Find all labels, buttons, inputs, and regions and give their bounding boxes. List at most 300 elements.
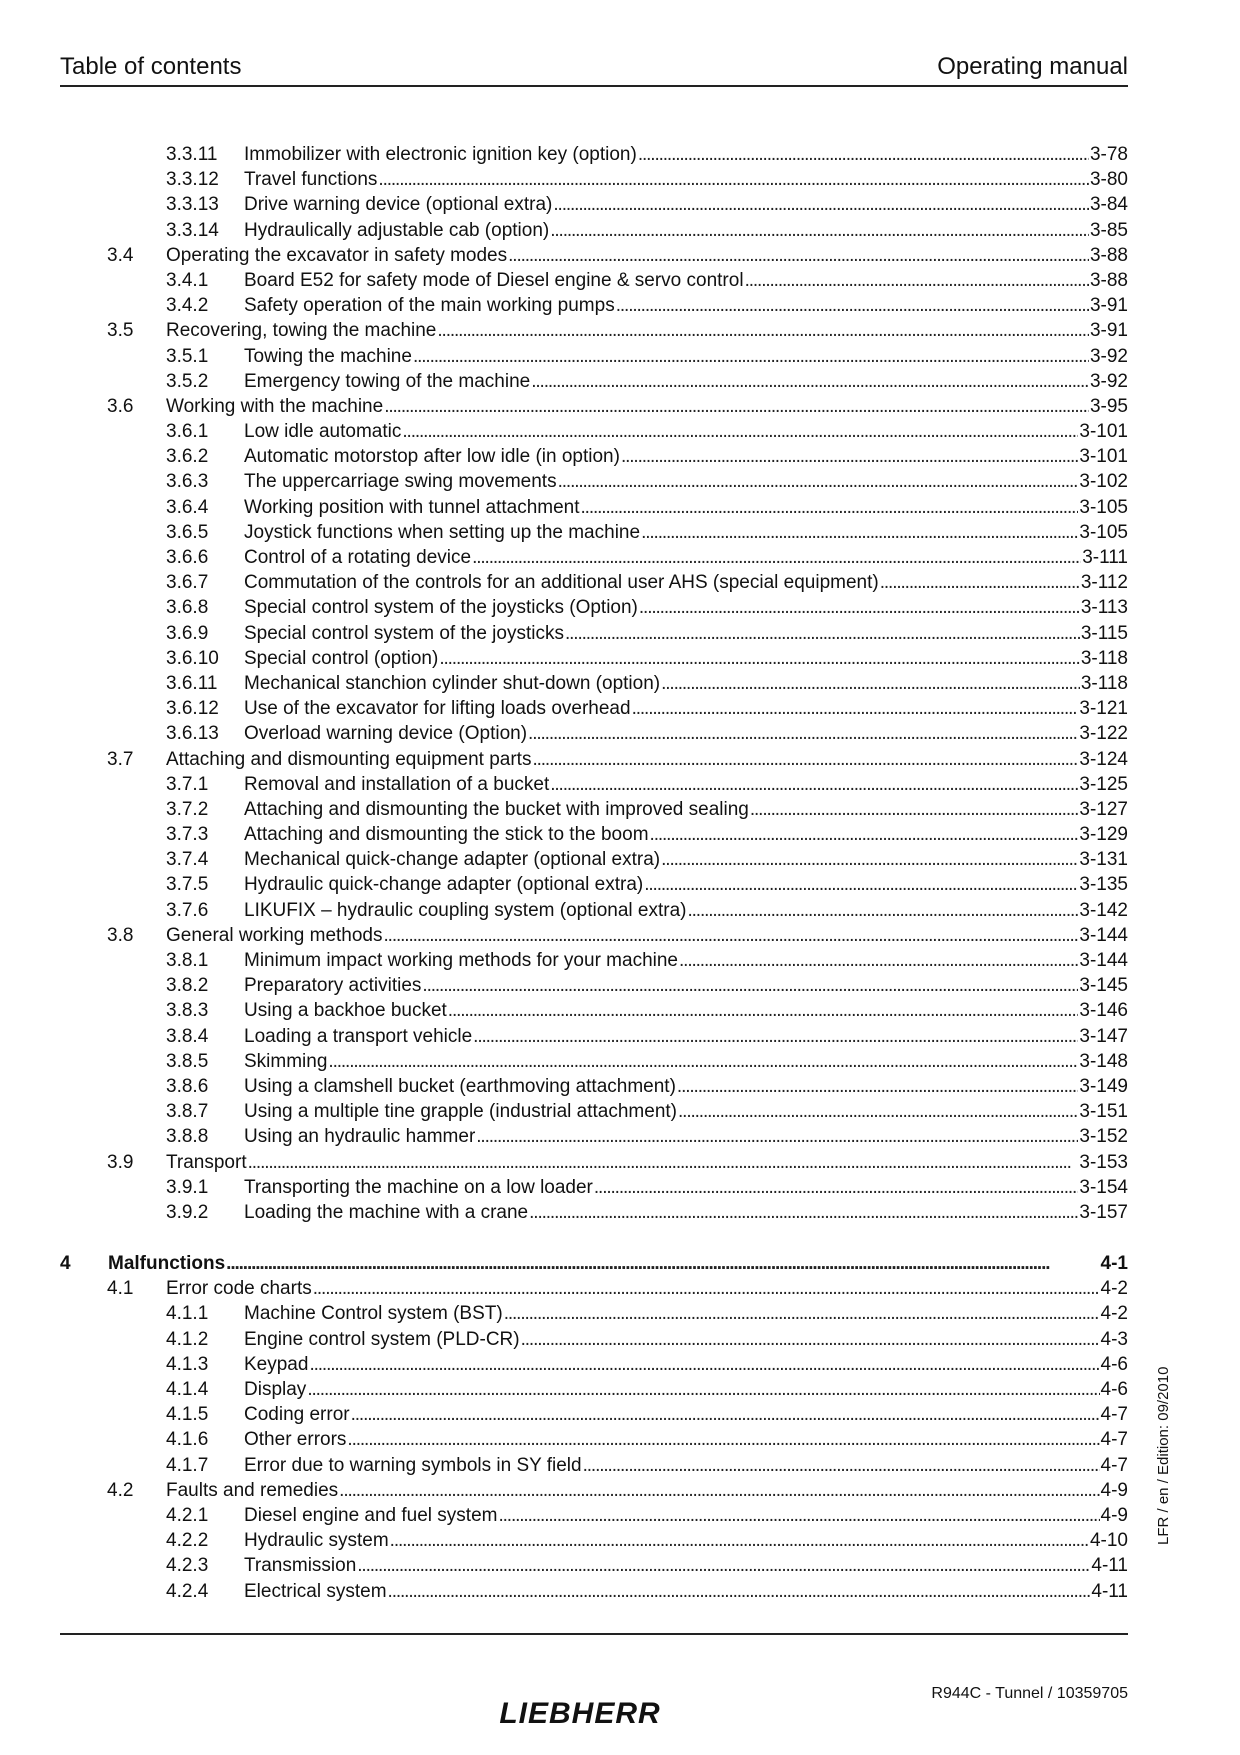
toc-dot-leader bbox=[351, 1402, 1100, 1427]
toc-entry-number: 3.9 bbox=[107, 1151, 134, 1173]
toc-entry-page: 4-6 bbox=[1100, 1353, 1128, 1375]
toc-entry-title: Special control (option) bbox=[244, 647, 439, 669]
toc-dot-leader bbox=[508, 243, 1089, 268]
toc-entry-page: 3-142 bbox=[1079, 899, 1128, 921]
toc-entry-body bbox=[244, 822, 1128, 847]
toc-entry-number: 3.6.5 bbox=[166, 521, 209, 543]
toc-entry-body bbox=[166, 1478, 1128, 1503]
toc-entry-title: Towing the machine bbox=[244, 345, 412, 367]
toc-entry-number: 3.4.1 bbox=[166, 269, 209, 291]
toc-entry[interactable] bbox=[60, 1453, 1128, 1478]
toc-entry-page: 3-149 bbox=[1079, 1075, 1128, 1097]
toc-entry[interactable] bbox=[60, 520, 1128, 545]
toc-dot-leader bbox=[641, 520, 1078, 545]
toc-entry-page: 3-135 bbox=[1079, 874, 1128, 896]
toc-entry-number: 3.7.4 bbox=[166, 849, 209, 871]
toc-entry-page: 3-125 bbox=[1079, 773, 1128, 795]
toc-entry-number: 3.6.2 bbox=[166, 446, 209, 468]
toc-entry-number: 3.7.6 bbox=[166, 899, 209, 921]
toc-dot-leader bbox=[422, 973, 1078, 998]
section-gap bbox=[60, 1225, 1128, 1251]
toc-entry-page: 4-9 bbox=[1100, 1504, 1128, 1526]
toc-entry[interactable] bbox=[60, 1427, 1128, 1452]
toc-entry-page: 4-7 bbox=[1100, 1404, 1128, 1426]
toc-dot-leader bbox=[638, 142, 1089, 167]
toc-entry[interactable] bbox=[60, 243, 1128, 268]
toc-entry-number: 3.5.1 bbox=[166, 345, 209, 367]
toc-entry[interactable] bbox=[60, 1276, 1128, 1301]
toc-entry-title: Minimum impact working methods for your machine bbox=[244, 950, 678, 971]
toc-entry-title: Using an hydraulic hammer bbox=[244, 1126, 476, 1148]
toc-entry[interactable] bbox=[60, 1553, 1128, 1578]
toc-entry[interactable] bbox=[60, 1024, 1128, 1049]
toc-entry-body bbox=[166, 394, 1128, 419]
toc-entry-body bbox=[244, 671, 1128, 696]
toc-entry-body bbox=[166, 1150, 1128, 1175]
toc-dot-leader bbox=[650, 822, 1079, 847]
toc-entry-page: 4-10 bbox=[1089, 1530, 1128, 1552]
toc-dot-leader bbox=[328, 1049, 1078, 1074]
toc-entry-number: 4.1.3 bbox=[166, 1353, 209, 1375]
toc-entry-page: 3-127 bbox=[1079, 798, 1128, 820]
toc-entry-number: 3.6.3 bbox=[166, 471, 209, 493]
toc-entry[interactable] bbox=[60, 872, 1128, 897]
toc-entry-page: 3-78 bbox=[1089, 144, 1128, 165]
toc-entry-title: Overload warning device (Option) bbox=[244, 723, 528, 745]
toc-entry-page: 3-157 bbox=[1079, 1201, 1128, 1223]
toc-entry-page: 3-131 bbox=[1079, 849, 1128, 871]
toc-entry-title: Faults and remedies bbox=[166, 1479, 339, 1501]
liebherr-logo bbox=[492, 1697, 668, 1732]
toc-entry[interactable] bbox=[60, 747, 1128, 772]
toc-entry-page: 3-122 bbox=[1079, 723, 1128, 745]
toc-dot-leader bbox=[448, 998, 1079, 1023]
toc-dot-leader bbox=[639, 595, 1080, 620]
toc-entry-page: 3-101 bbox=[1079, 421, 1128, 443]
toc-entry[interactable] bbox=[60, 973, 1128, 998]
toc-entry-page: 3-92 bbox=[1089, 345, 1128, 367]
toc-entry-number: 4.2.2 bbox=[166, 1530, 209, 1552]
toc-entry[interactable] bbox=[60, 1124, 1128, 1149]
toc-entry-number: 3.8.5 bbox=[166, 1050, 209, 1072]
toc-entry-page: 4-11 bbox=[1091, 1555, 1128, 1577]
toc-entry-number: 3.3.13 bbox=[166, 194, 219, 216]
toc-entry-number: 4.1.7 bbox=[166, 1454, 209, 1476]
toc-entry-page: 4-11 bbox=[1091, 1580, 1128, 1602]
toc-entry-body bbox=[244, 1074, 1128, 1099]
toc-entry[interactable] bbox=[60, 1528, 1128, 1553]
toc-dot-leader bbox=[504, 1301, 1100, 1326]
liebherr-logo-graphic bbox=[492, 1697, 668, 1727]
toc-entry-title: Emergency towing of the machine bbox=[244, 370, 531, 392]
toc-entry-title: Transmission bbox=[244, 1555, 357, 1577]
toc-entry-title: Hydraulic system bbox=[244, 1530, 389, 1552]
toc-entry-body bbox=[244, 621, 1128, 646]
toc-entry-number: 3.6.11 bbox=[166, 672, 218, 694]
toc-entry-title: Control of a rotating device bbox=[244, 547, 472, 568]
toc-dot-leader bbox=[309, 1352, 1099, 1377]
toc-entry-page: 3-101 bbox=[1079, 446, 1128, 468]
table-of-contents bbox=[60, 142, 1128, 1604]
toc-entry-number: 4.1.2 bbox=[166, 1328, 209, 1350]
toc-entry-body bbox=[166, 923, 1128, 948]
toc-entry-page: 3-105 bbox=[1079, 521, 1128, 543]
toc-dot-leader bbox=[388, 1579, 1091, 1604]
toc-entry[interactable] bbox=[60, 1377, 1128, 1402]
toc-dot-leader bbox=[687, 898, 1078, 923]
toc-dot-leader bbox=[616, 293, 1089, 318]
toc-entry-body bbox=[244, 545, 1128, 570]
toc-entry[interactable] bbox=[60, 1200, 1128, 1225]
toc-entry-body bbox=[244, 167, 1128, 192]
toc-dot-leader bbox=[745, 268, 1089, 293]
toc-entry-title: Using a backhoe bucket bbox=[244, 1000, 447, 1022]
toc-entry[interactable] bbox=[60, 394, 1128, 419]
toc-dot-leader bbox=[581, 495, 1079, 520]
toc-entry-body bbox=[166, 747, 1128, 772]
toc-entry-number: 3.8.4 bbox=[166, 1025, 209, 1047]
toc-entry-title: Transport bbox=[166, 1151, 247, 1173]
edition-note: LFR / en / Edition: 09/2010 bbox=[1155, 1366, 1172, 1545]
toc-entry[interactable] bbox=[60, 646, 1128, 671]
toc-entry[interactable] bbox=[60, 1074, 1128, 1099]
toc-entry[interactable] bbox=[60, 469, 1128, 494]
toc-entry-body bbox=[244, 1099, 1128, 1124]
toc-entry[interactable] bbox=[60, 1503, 1128, 1528]
toc-entry-number: 3.8.7 bbox=[166, 1101, 209, 1123]
toc-entry-number: 3.3.12 bbox=[166, 169, 219, 191]
toc-entry-page: 4-9 bbox=[1100, 1479, 1128, 1501]
toc-entry-page: 3-146 bbox=[1079, 1000, 1128, 1022]
toc-entry-number: 4.2.3 bbox=[166, 1555, 209, 1577]
toc-entry-page: 3-147 bbox=[1079, 1025, 1128, 1047]
toc-entry-title: Using a clamshell bucket (earthmoving attachment) bbox=[244, 1075, 676, 1097]
toc-entry-body bbox=[244, 1579, 1128, 1604]
toc-entry-page: 3-152 bbox=[1079, 1126, 1128, 1148]
toc-entry-body bbox=[244, 369, 1128, 394]
toc-entry-body bbox=[244, 1301, 1128, 1326]
toc-entry[interactable] bbox=[60, 218, 1128, 243]
toc-entry-title: Mechanical quick-change adapter (optional extra) bbox=[244, 849, 661, 871]
toc-entry-title: Drive warning device (optional extra) bbox=[244, 194, 553, 216]
toc-entry-number: 4 bbox=[60, 1253, 71, 1275]
toc-entry[interactable] bbox=[60, 1402, 1128, 1427]
toc-dot-leader bbox=[498, 1503, 1099, 1528]
toc-entry-title: Joystick functions when setting up the machine bbox=[244, 521, 641, 543]
toc-entry[interactable] bbox=[60, 142, 1128, 167]
toc-entry-title: Machine Control system (BST) bbox=[244, 1303, 503, 1325]
toc-entry-body bbox=[244, 1453, 1128, 1478]
toc-dot-leader bbox=[679, 948, 1078, 973]
toc-entry[interactable] bbox=[60, 318, 1128, 343]
toc-dot-leader bbox=[553, 192, 1089, 217]
toc-entry-body bbox=[244, 1175, 1128, 1200]
toc-entry-title: Electrical system bbox=[244, 1580, 387, 1602]
toc-entry-body bbox=[244, 1503, 1128, 1528]
toc-entry-body bbox=[244, 268, 1128, 293]
toc-entry-number: 3.4.2 bbox=[166, 295, 209, 317]
toc-entry-title: Recovering, towing the machine bbox=[166, 320, 437, 342]
toc-entry-body bbox=[166, 318, 1128, 343]
toc-entry-body bbox=[244, 1124, 1128, 1149]
toc-entry-page: 3-88 bbox=[1089, 269, 1128, 291]
toc-entry-body bbox=[166, 1276, 1128, 1301]
toc-dot-leader bbox=[226, 1251, 1099, 1276]
toc-entry-title: Working with the machine bbox=[166, 395, 384, 417]
toc-dot-leader bbox=[621, 444, 1078, 469]
toc-entry-title: Malfunctions bbox=[108, 1253, 226, 1275]
toc-entry-number: 4.2.4 bbox=[166, 1580, 209, 1602]
toc-entry-body bbox=[244, 1049, 1128, 1074]
toc-entry[interactable] bbox=[60, 621, 1128, 646]
toc-entry[interactable] bbox=[60, 847, 1128, 872]
toc-entry[interactable] bbox=[60, 948, 1128, 973]
toc-entry-title: Hydraulically adjustable cab (option) bbox=[244, 219, 550, 241]
toc-entry-number: 3.7.3 bbox=[166, 824, 209, 846]
toc-entry-page: 3-144 bbox=[1079, 924, 1128, 946]
toc-entry-number: 3.7.5 bbox=[166, 874, 209, 896]
toc-entry-title: Low idle automatic bbox=[244, 421, 402, 443]
toc-entry[interactable] bbox=[60, 696, 1128, 721]
toc-entry-title: The uppercarriage swing movements bbox=[244, 471, 557, 493]
toc-entry-body bbox=[244, 721, 1128, 746]
toc-entry-body bbox=[244, 595, 1128, 620]
toc-entry-body bbox=[244, 898, 1128, 923]
toc-entry[interactable] bbox=[60, 293, 1128, 318]
toc-entry-page: 3-115 bbox=[1080, 622, 1128, 644]
toc-entry[interactable] bbox=[60, 444, 1128, 469]
toc-entry-page: 3-118 bbox=[1080, 647, 1128, 669]
toc-dot-leader bbox=[339, 1478, 1099, 1503]
toc-dot-leader bbox=[550, 772, 1078, 797]
toc-dot-leader bbox=[880, 570, 1080, 595]
toc-entry-title: Loading a transport vehicle bbox=[244, 1025, 473, 1047]
toc-entry-body bbox=[244, 646, 1128, 671]
toc-entry[interactable] bbox=[60, 495, 1128, 520]
toc-entry[interactable] bbox=[60, 268, 1128, 293]
toc-entry[interactable] bbox=[60, 721, 1128, 746]
toc-entry[interactable] bbox=[60, 1049, 1128, 1074]
toc-entry-title: Skimming bbox=[244, 1050, 328, 1072]
toc-entry-number: 4.2.1 bbox=[166, 1504, 209, 1526]
toc-entry-title: Special control system of the joysticks bbox=[244, 622, 564, 644]
toc-entry-page: 3-129 bbox=[1079, 824, 1128, 846]
toc-entry[interactable] bbox=[60, 1327, 1128, 1352]
toc-entry-number: 3.7.1 bbox=[166, 773, 209, 795]
toc-entry-page: 3-111 bbox=[1082, 547, 1128, 568]
toc-entry[interactable] bbox=[60, 369, 1128, 394]
toc-entry-body bbox=[244, 469, 1128, 494]
toc-entry-body bbox=[244, 218, 1128, 243]
toc-dot-leader bbox=[531, 369, 1089, 394]
toc-entry-number: 3.8.3 bbox=[166, 1000, 209, 1022]
toc-dot-leader bbox=[378, 167, 1089, 192]
toc-entry-body bbox=[244, 570, 1128, 595]
toc-dot-leader bbox=[529, 1200, 1078, 1225]
toc-entry-body bbox=[108, 1251, 1128, 1276]
toc-entry[interactable] bbox=[60, 1175, 1128, 1200]
toc-entry-number: 3.6.8 bbox=[166, 597, 209, 619]
toc-entry-page: 3-124 bbox=[1079, 748, 1128, 770]
toc-entry-body bbox=[244, 520, 1128, 545]
toc-entry-number: 4.2 bbox=[107, 1479, 134, 1501]
toc-entry[interactable] bbox=[60, 192, 1128, 217]
toc-entry[interactable] bbox=[60, 772, 1128, 797]
toc-entry-number: 3.7 bbox=[107, 748, 134, 770]
toc-entry-number: 3.6.7 bbox=[166, 572, 209, 594]
toc-entry-page: 3-113 bbox=[1080, 597, 1128, 619]
toc-entry[interactable] bbox=[60, 1251, 1128, 1276]
toc-entry-number: 4.1 bbox=[107, 1278, 134, 1300]
toc-entry-page: 3-148 bbox=[1079, 1050, 1128, 1072]
toc-entry-number: 3.6.13 bbox=[166, 723, 219, 745]
toc-entry[interactable] bbox=[60, 923, 1128, 948]
toc-entry-page: 4-3 bbox=[1100, 1328, 1128, 1350]
toc-entry-page: 3-121 bbox=[1079, 698, 1128, 720]
toc-entry-body bbox=[244, 1352, 1128, 1377]
toc-entry-number: 4.1.4 bbox=[166, 1379, 209, 1400]
toc-entry-number: 3.5 bbox=[107, 320, 134, 342]
toc-entry-body bbox=[166, 243, 1128, 268]
toc-entry-page: 3-144 bbox=[1079, 950, 1128, 971]
toc-entry-body bbox=[244, 872, 1128, 897]
toc-entry-title: Error due to warning symbols in SY field bbox=[244, 1454, 582, 1476]
toc-dot-leader bbox=[313, 1276, 1100, 1301]
toc-entry-title: Using a multiple tine grapple (industrial attachment) bbox=[244, 1101, 677, 1123]
toc-entry-title: Coding error bbox=[244, 1404, 350, 1426]
toc-entry-page: 4-6 bbox=[1100, 1379, 1128, 1400]
header-title-right: Operating manual bbox=[937, 53, 1128, 80]
document-id: R944C - Tunnel / 10359705 bbox=[931, 1685, 1128, 1702]
toc-entry-body bbox=[244, 419, 1128, 444]
toc-dot-leader bbox=[472, 545, 1081, 570]
toc-entry-number: 3.6.6 bbox=[166, 547, 209, 568]
toc-entry-title: Keypad bbox=[244, 1353, 309, 1375]
toc-entry-title: Diesel engine and fuel system bbox=[244, 1504, 498, 1526]
logo-wordmark: LIEBHERR bbox=[499, 1697, 661, 1727]
toc-dot-leader bbox=[565, 621, 1080, 646]
toc-entry[interactable] bbox=[60, 1478, 1128, 1503]
toc-dot-leader bbox=[437, 318, 1089, 343]
toc-entry-page: 3-154 bbox=[1079, 1176, 1128, 1198]
toc-entry[interactable] bbox=[60, 898, 1128, 923]
toc-entry-body bbox=[244, 495, 1128, 520]
toc-entry-body bbox=[244, 948, 1128, 973]
toc-entry-title: Attaching and dismounting the stick to the boom bbox=[244, 824, 649, 846]
toc-entry-number: 3.8.1 bbox=[166, 950, 209, 971]
toc-dot-leader bbox=[384, 394, 1089, 419]
toc-entry-page: 3-80 bbox=[1089, 169, 1128, 191]
toc-entry[interactable] bbox=[60, 1352, 1128, 1377]
toc-entry[interactable] bbox=[60, 595, 1128, 620]
toc-entry-body bbox=[244, 1024, 1128, 1049]
toc-dot-leader bbox=[661, 671, 1080, 696]
toc-entry-page: 3-92 bbox=[1089, 370, 1128, 392]
toc-entry[interactable] bbox=[60, 797, 1128, 822]
toc-dot-leader bbox=[750, 797, 1079, 822]
toc-dot-leader bbox=[476, 1124, 1078, 1149]
toc-entry-page: 4-7 bbox=[1100, 1454, 1128, 1476]
toc-entry[interactable] bbox=[60, 167, 1128, 192]
toc-dot-leader bbox=[558, 469, 1079, 494]
toc-entry-page: 3-84 bbox=[1089, 194, 1128, 216]
toc-entry[interactable] bbox=[60, 419, 1128, 444]
toc-entry-title: Loading the machine with a crane bbox=[244, 1201, 529, 1223]
toc-dot-leader bbox=[439, 646, 1079, 671]
toc-entry[interactable] bbox=[60, 570, 1128, 595]
toc-entry-page: 3-105 bbox=[1079, 496, 1128, 518]
toc-dot-leader bbox=[347, 1427, 1099, 1452]
toc-entry[interactable] bbox=[60, 545, 1128, 570]
toc-entry-number: 3.9.1 bbox=[166, 1176, 209, 1198]
toc-entry[interactable] bbox=[60, 822, 1128, 847]
toc-entry-title: Engine control system (PLD-CR) bbox=[244, 1328, 520, 1350]
toc-entry-page: 3-151 bbox=[1079, 1101, 1128, 1123]
toc-entry-number: 4.1.6 bbox=[166, 1429, 209, 1451]
toc-entry-number: 3.8.2 bbox=[166, 975, 209, 997]
toc-entry-page: 4-2 bbox=[1100, 1303, 1128, 1325]
toc-entry-page: 4-7 bbox=[1100, 1429, 1128, 1451]
toc-entry-title: Mechanical stanchion cylinder shut-down (option) bbox=[244, 672, 661, 694]
toc-dot-leader bbox=[413, 344, 1089, 369]
toc-entry-title: Automatic motorstop after low idle (in option) bbox=[244, 446, 620, 468]
toc-entry[interactable] bbox=[60, 1301, 1128, 1326]
toc-entry-body bbox=[244, 1528, 1128, 1553]
toc-entry-page: 4-2 bbox=[1100, 1278, 1128, 1300]
toc-entry[interactable] bbox=[60, 1099, 1128, 1124]
toc-entry-page: 3-145 bbox=[1079, 975, 1128, 997]
toc-entry-page: 3-85 bbox=[1089, 219, 1128, 241]
toc-entry-title: Hydraulic quick-change adapter (optional extra) bbox=[244, 874, 644, 896]
toc-entry-title: Use of the excavator for lifting loads overhead bbox=[244, 698, 631, 720]
toc-entry-body bbox=[244, 772, 1128, 797]
toc-dot-leader bbox=[583, 1453, 1100, 1478]
toc-dot-leader bbox=[644, 872, 1078, 897]
toc-entry-title: Preparatory activities bbox=[244, 975, 422, 997]
toc-entry[interactable] bbox=[60, 1150, 1128, 1175]
toc-dot-leader bbox=[661, 847, 1078, 872]
toc-entry-number: 4.1.5 bbox=[166, 1404, 209, 1426]
toc-entry-number: 4.1.1 bbox=[166, 1303, 209, 1325]
toc-entry-number: 3.8.6 bbox=[166, 1075, 209, 1097]
toc-dot-leader bbox=[677, 1074, 1078, 1099]
toc-entry-title: Special control system of the joysticks (Option) bbox=[244, 597, 638, 619]
toc-entry-number: 3.6.9 bbox=[166, 622, 209, 644]
toc-entry[interactable] bbox=[60, 998, 1128, 1023]
toc-entry-number: 3.3.11 bbox=[166, 144, 218, 165]
toc-entry-page: 3-91 bbox=[1089, 295, 1128, 317]
toc-entry-title: Transporting the machine on a low loader bbox=[244, 1176, 593, 1198]
footer-divider bbox=[60, 1633, 1128, 1635]
header-divider bbox=[60, 85, 1128, 87]
toc-entry-number: 3.9.2 bbox=[166, 1201, 209, 1223]
toc-entry[interactable] bbox=[60, 1579, 1128, 1604]
toc-entry-page: 4-1 bbox=[1100, 1253, 1128, 1275]
toc-entry-number: 3.8.8 bbox=[166, 1126, 209, 1148]
toc-entry-number: 3.4 bbox=[107, 244, 134, 266]
toc-dot-leader bbox=[594, 1175, 1079, 1200]
toc-entry[interactable] bbox=[60, 671, 1128, 696]
toc-entry-number: 3.8 bbox=[107, 924, 134, 946]
toc-entry-title: Commutation of the controls for an additional user AHS (special equipment) bbox=[244, 572, 879, 594]
toc-entry-body bbox=[244, 1553, 1128, 1578]
toc-dot-leader bbox=[357, 1553, 1090, 1578]
toc-entry-page: 3-102 bbox=[1079, 471, 1128, 493]
toc-entry[interactable] bbox=[60, 344, 1128, 369]
toc-entry-body bbox=[244, 1427, 1128, 1452]
header-title-left: Table of contents bbox=[60, 53, 242, 80]
toc-entry-title: Travel functions bbox=[244, 169, 378, 191]
